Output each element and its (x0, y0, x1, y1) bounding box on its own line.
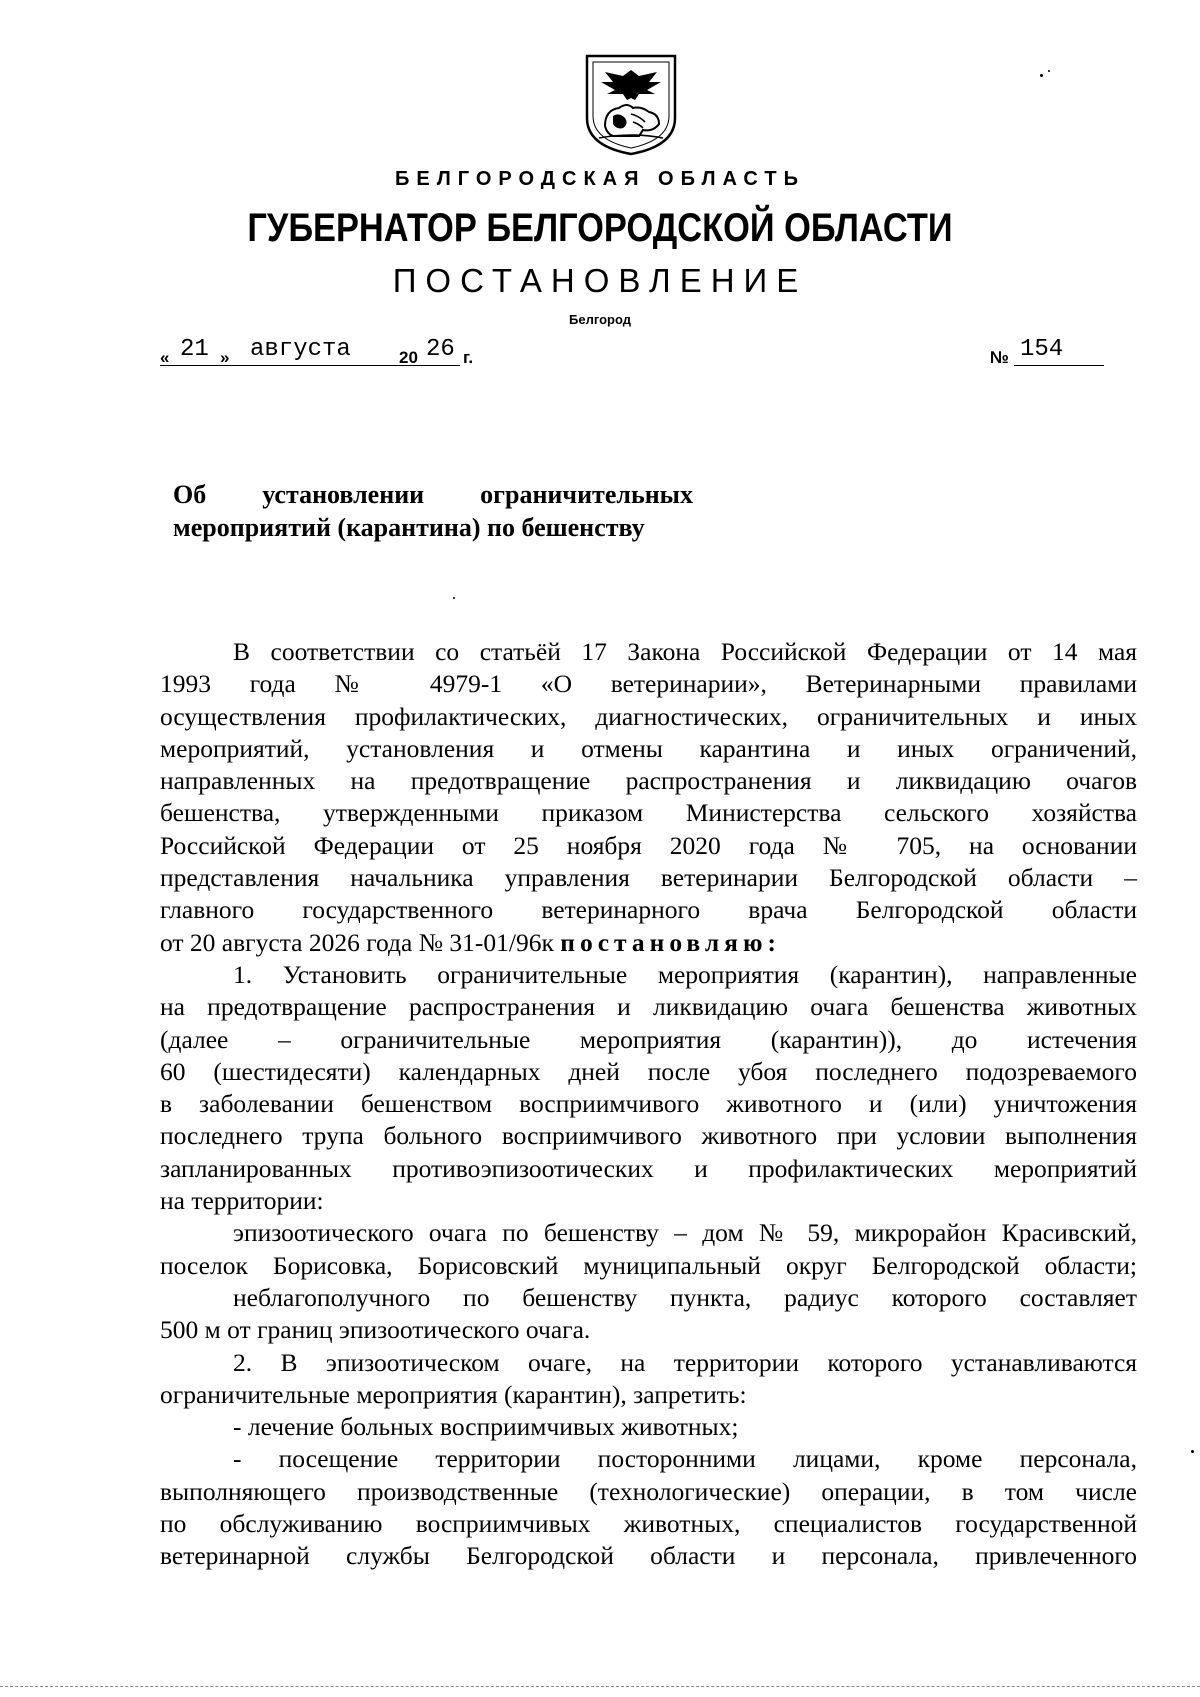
body-line: ветеринарной службы Белгородской области и персонала, привлеченного (160, 1541, 1137, 1571)
body-line: последнего трупа больного восприимчивого животного при условии выполнения (160, 1121, 1137, 1151)
city-label: Белгород (569, 312, 631, 327)
date-month: августа (250, 336, 351, 363)
body-line: ограничительные мероприятия (карантин), запретить: (160, 1379, 747, 1409)
title-word: ограничительных (480, 480, 693, 509)
title-word: Об (173, 480, 207, 509)
document-title (173, 478, 693, 544)
scan-speck (1048, 70, 1050, 72)
body-line: от 20 августа 2026 года № 31-01/96к (160, 927, 554, 957)
body-line: представления начальника управления ветеринарии Белгородской области – (160, 863, 1137, 893)
body-line-decree (160, 927, 1137, 959)
scan-speck (1040, 74, 1043, 77)
date-close-quote: » (220, 348, 230, 367)
body-line: 500 м от границ эпизоотического очага. (160, 1315, 591, 1345)
scan-edge (0, 1686, 1200, 1687)
body-line: 2. В эпизоотическом очаге, на территории которого устанавливаются (233, 1347, 1137, 1377)
authority-heading: ГУБЕРНАТОР БЕЛГОРОДСКОЙ ОБЛАСТИ (247, 206, 953, 250)
body-line: на территории: (160, 1186, 324, 1216)
body-line: (далее – ограничительные мероприятия (карантин)), до истечения (160, 1024, 1137, 1054)
date-year-abbr: г. (463, 348, 474, 367)
body-line: на предотвращение распространения и ликвидацию очага бешенства животных (160, 992, 1137, 1022)
document-number: 154 (1020, 336, 1064, 363)
body-line: поселок Борисовка, Борисовский муниципальный округ Белгородской области; (160, 1250, 1137, 1280)
number-label: № (990, 348, 1009, 367)
body-line: Российской Федерации от 25 ноября 2020 года № 705, на основании (160, 830, 1137, 860)
body-line: 1993 года № 4979-1 «О ветеринарии», Ветеринарными правилами (160, 669, 1137, 699)
title-word: установлении (262, 480, 425, 509)
title-line-1 (173, 478, 693, 511)
date-underline (160, 365, 460, 366)
scan-speck (1191, 1450, 1194, 1453)
body-line: В соответствии со статьёй 17 Закона Российской Федерации от 14 мая (233, 637, 1137, 666)
date-day: 21 (180, 336, 209, 363)
title-line-2: мероприятий (карантина) по бешенству (173, 513, 645, 542)
document-body (160, 636, 1137, 1573)
body-line: запланированных противоэпизоотических и профилактических мероприятий (160, 1153, 1137, 1183)
body-line: по обслуживанию восприимчивых животных, специалистов государственной (160, 1509, 1137, 1539)
coat-of-arms-emblem (583, 52, 679, 156)
scan-speck (453, 597, 455, 599)
date-year-prefix: 20 (399, 348, 418, 367)
number-underline (1014, 365, 1104, 366)
region-heading: БЕЛГОРОДСКАЯ ОБЛАСТЬ (395, 168, 805, 190)
body-line: - посещение территории посторонними лицами, кроме персонала, (233, 1444, 1137, 1474)
document-type-heading: ПОСТАНОВЛЕНИЕ (392, 262, 808, 299)
body-line: главного государственного ветеринарного врача Белгородской области (160, 895, 1137, 925)
date-open-quote: « (160, 348, 170, 367)
decree-word: постановляю: (560, 927, 781, 957)
body-line: осуществления профилактических, диагностических, ограничительных и иных (160, 701, 1137, 731)
body-line: мероприятий, установления и отмены карантина и иных ограничений, (160, 733, 1137, 763)
body-line: эпизоотического очага по бешенству – дом № 59, микрорайон Красивский, (233, 1218, 1137, 1248)
body-line: 60 (шестидесяти) календарных дней после убоя последнего подозреваемого (160, 1056, 1137, 1086)
body-line: бешенства, утвержденными приказом Министерства сельского хозяйства (160, 798, 1137, 828)
body-line: неблагополучного по бешенству пункта, радиус которого составляет (233, 1282, 1137, 1312)
body-line: 1. Установить ограничительные мероприятия (карантин), направленные (233, 959, 1137, 989)
date-year-suffix: 26 (426, 336, 455, 363)
body-line: выполняющего производственные (технологические) операции, в том числе (160, 1476, 1137, 1506)
body-line: направленных на предотвращение распространения и ликвидацию очагов (160, 766, 1137, 796)
body-line: в заболевании бешенством восприимчивого животного и (или) уничтожения (160, 1089, 1137, 1119)
body-line: - лечение больных восприимчивых животных; (233, 1412, 739, 1442)
